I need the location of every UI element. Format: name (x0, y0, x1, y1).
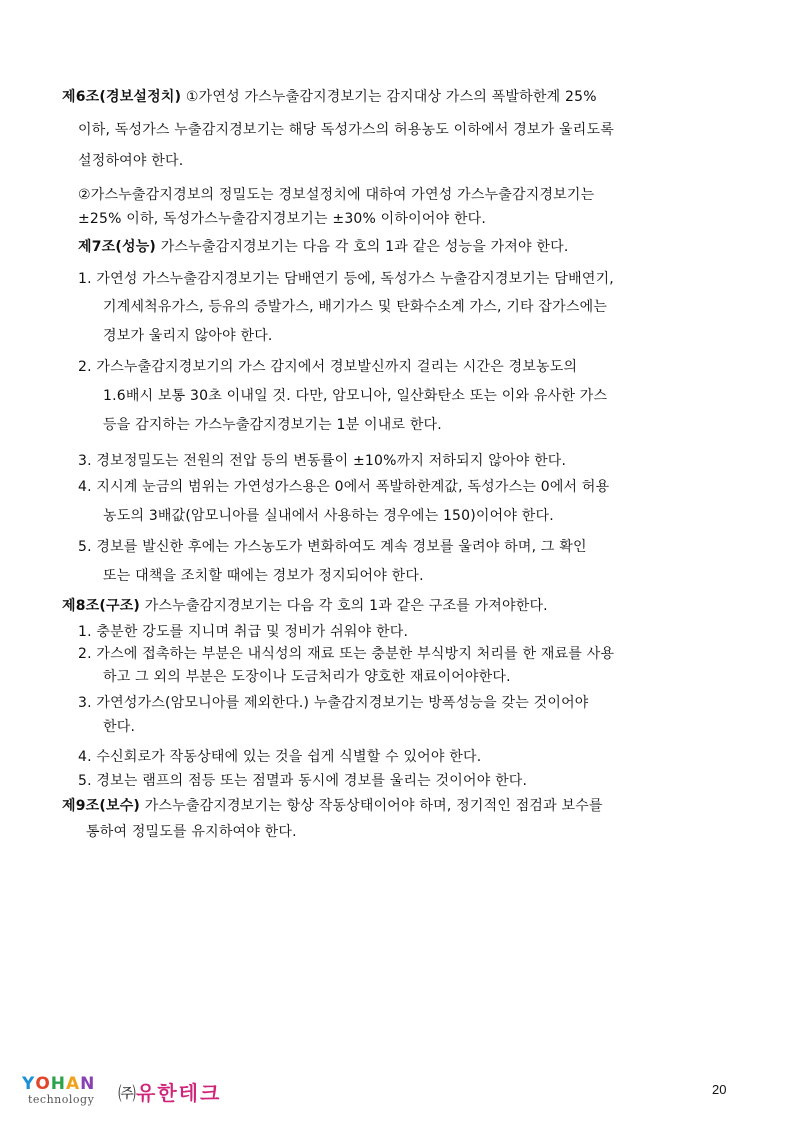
article-7-item-1b: 기계세척유가스, 등유의 증발가스, 배기가스 및 탄화수소계 가스, 기타 잡가스에는 (103, 299, 608, 315)
article-7-item-1c: 경보가 울리지 않아야 한다. (103, 328, 273, 344)
article-6-line-3: 설정하여야 한다. (78, 153, 184, 169)
article-6-line-1 (62, 88, 597, 106)
article-7-item-4a: 4. 지시계 눈금의 범위는 가연성가스용은 0에서 폭발하한계값, 독성가스는 0에서 허용 (78, 479, 610, 495)
article-8-line-1 (62, 597, 548, 615)
article-9-text: 가스누출감지경보기는 항상 작동상태이어야 하며, 정기적인 점검과 보수를 (144, 798, 603, 814)
article-7-item-4b: 농도의 3배값(암모니아를 실내에서 사용하는 경우에는 150)이어야 한다. (103, 508, 554, 524)
logo-subtitle: technology (28, 1093, 95, 1106)
article-8-item-5: 5. 경보는 램프의 점등 또는 점멸과 동시에 경보를 울리는 것이어야 한다. (78, 773, 528, 789)
article-8-item-3a: 3. 가연성가스(암모니아를 제외한다.) 누출감지경보기는 방폭성능을 갖는 것이어야 (78, 695, 589, 711)
logo-wordmark (22, 1074, 95, 1094)
article-7-item-3: 3. 경보정밀도는 전원의 전압 등의 변동률이 ±10%까지 저하되지 않아야 한다. (78, 453, 567, 469)
article-8-item-3b: 한다. (103, 719, 136, 735)
article-9-line-2: 통하여 정밀도를 유지하여야 한다. (86, 824, 297, 840)
article-6-line-2: 이하, 독성가스 누출감지경보기는 해당 독성가스의 허용농도 이하에서 경보가 울리도록 (78, 122, 614, 138)
article-7-item-5b: 또는 대책을 조치할 때에는 경보가 정지되어야 한다. (103, 568, 424, 584)
article-6-line-5: ±25% 이하, 독성가스누출감지경보기는 ±30% 이하이어야 한다. (78, 211, 487, 227)
article-8-item-2b: 하고 그 외의 부분은 도장이나 도금처리가 양호한 재료이어야한다. (103, 669, 511, 685)
article-7-item-2b: 1.6배시 보통 30초 이내일 것. 다만, 암모니아, 일산화탄소 또는 이와 유사한 가스 (103, 388, 608, 404)
article-6-text: ①가연성 가스누출감지경보기는 감지대상 가스의 폭발하한계 25% (185, 89, 597, 105)
article-9-heading: 제9조(보수) (62, 798, 141, 814)
article-6-line-4: ②가스누출감지경보의 정밀도는 경보설정치에 대하여 가연성 가스누출감지경보기는 (78, 187, 595, 203)
article-8-item-1: 1. 충분한 강도를 지니며 취급 및 정비가 쉬워야 한다. (78, 624, 409, 640)
company-name-text: 유한테크 (136, 1081, 222, 1105)
yohan-logo (22, 1074, 112, 1108)
article-8-item-4: 4. 수신회로가 작동상태에 있는 것을 쉽게 식별할 수 있어야 한다. (78, 749, 482, 765)
article-7-heading: 제7조(성능) (78, 239, 157, 255)
company-name (118, 1077, 221, 1106)
logo-letter-n: N (80, 1074, 96, 1094)
logo-letter-y: Y (22, 1074, 36, 1094)
logo-letter-a: A (66, 1074, 81, 1094)
logo-letter-h: H (50, 1074, 66, 1094)
article-8-item-2a: 2. 가스에 접촉하는 부분은 내식성의 재료 또는 충분한 부식방지 처리를 한 재료를 사용 (78, 646, 615, 662)
article-7-item-2c: 등을 감지하는 가스누출감지경보기는 1분 이내로 한다. (103, 417, 442, 433)
article-7-line-1 (78, 238, 569, 256)
article-9-line-1 (62, 797, 603, 815)
company-bracket: ㈜ (118, 1084, 136, 1105)
article-7-item-2a: 2. 가스누출감지경보기의 가스 감지에서 경보발신까지 걸리는 시간은 경보농도의 (78, 359, 578, 375)
article-8-heading: 제8조(구조) (62, 598, 141, 614)
article-7-item-1a: 1. 가연성 가스누출감지경보기는 담배연기 등에, 독성가스 누출감지경보기는 담배연기, (78, 271, 614, 287)
page-number: 20 (712, 1082, 727, 1097)
article-7-intro: 가스누출감지경보기는 다음 각 호의 1과 같은 성능을 가져야 한다. (160, 239, 569, 255)
article-7-item-5a: 5. 경보를 발신한 후에는 가스농도가 변화하여도 계속 경보를 울려야 하며, 그 확인 (78, 539, 587, 555)
logo-letter-o: O (35, 1074, 51, 1094)
article-8-intro: 가스누출감지경보기는 다음 각 호의 1과 같은 구조를 가져야한다. (144, 598, 548, 614)
article-6-heading: 제6조(경보설정치) (62, 89, 182, 105)
